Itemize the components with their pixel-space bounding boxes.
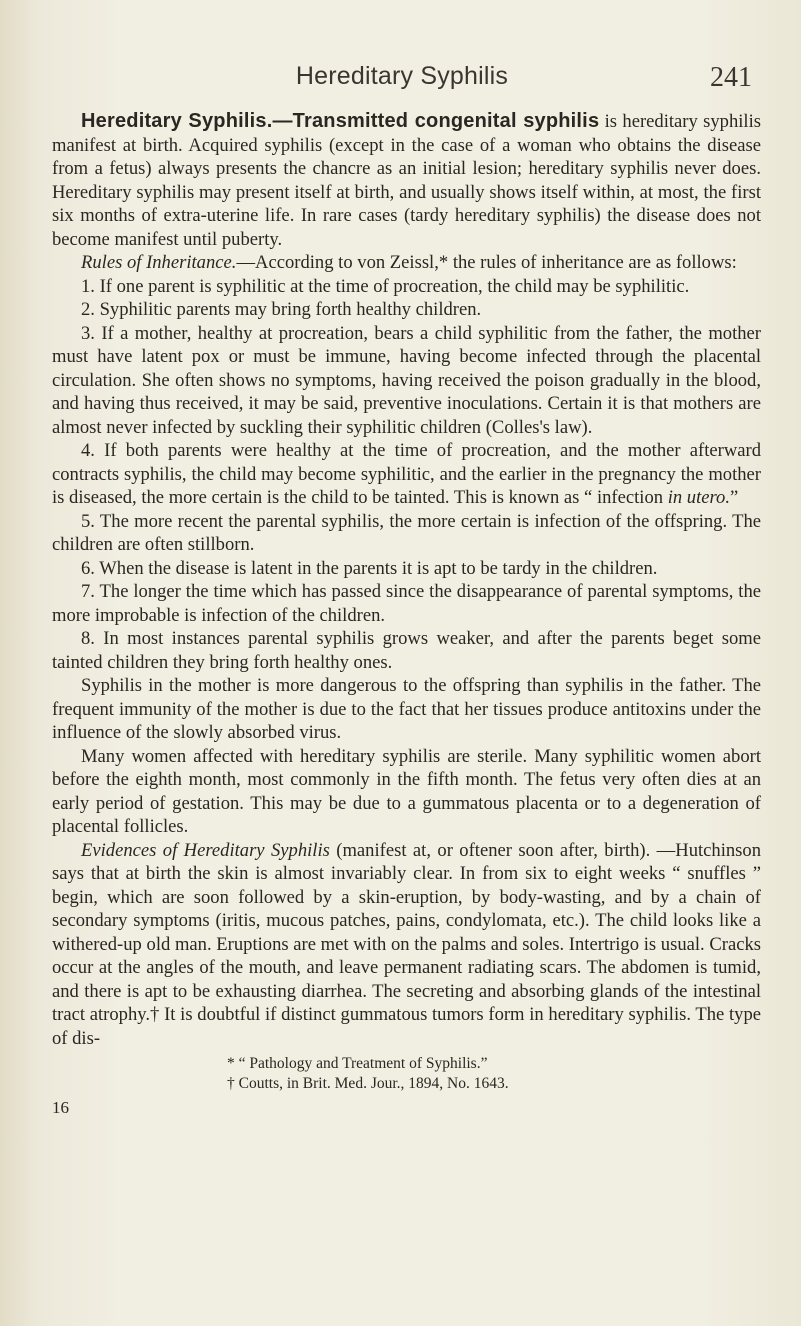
rules-intro-text: —According to von Zeissl,* the rules of inheritance are as follows: [236,252,737,273]
rule-item-text: 4. If both parents were healthy at the time of procreation, and the mother afterward contracts syphilis, the child may become syphilitic, and the earlier in the pregnancy the mother is diseased, the more certain is the child to be tainted. This is known as “ infection [52,440,761,508]
rule-item: 8. In most instances parental syphilis grows weaker, and after the parents beget some tainted children they bring forth healthy ones. [52,628,761,673]
footnote: † Coutts, in Brit. Med. Jour., 1894, No. 1643. [227,1075,509,1092]
section-title: Hereditary Syphilis. [81,110,273,132]
body-text [52,110,761,1120]
section-intro-text: is hereditary syphilis manifest at birth. Acquired syphilis (except in the case of a woman who obtains the disease from a fetus) always presents the chancre as an initial lesion; hereditary syphilis never does. Hereditary syphilis may present itself at birth, and usually shows itself within, at most, the first six months of extra-uterine life. In rare cases (tardy hereditary syphilis) the disease does not become manifest until puberty. [52,111,761,250]
page-header [52,62,752,102]
signature-mark: 16 [52,1098,69,1117]
rule-item: 3. If a mother, healthy at procreation, bears a child syphilitic from the father, the mother must have latent pox or must be immune, having become infected through the placental circulation. She often shows no symptoms, having received the poison gradually in the blood, and having thus received, it may be said, preventive inoculations. Certain it is that mothers are almost never infected by suckling their syphilitic children (Colles's law). [52,322,761,438]
rule-item: 2. Syphilitic parents may bring forth healthy children. [81,299,482,320]
in-utero-term: in utero. [667,487,731,508]
rule-item: 5. The more recent the parental syphilis, the more certain is infection of the offspring. The children are often stillborn. [52,510,761,555]
footnotes [52,1054,761,1094]
rule-item: 1. If one parent is syphilitic at the time of procreation, the child may be syphilitic. [81,275,690,297]
section-subtitle: —Transmitted congenital syphilis [272,110,600,132]
evidences-paragraph [52,839,761,1051]
rule-item: 7. The longer the time which has passed since the disappearance of parental symptoms, the more improbable is infection of the children. [52,581,761,626]
evidences-heading: Evidences of Hereditary Syphilis [81,839,330,861]
running-head: Hereditary Syphilis [295,62,509,90]
rules-intro-paragraph [52,251,761,275]
mother-paragraph: Syphilis in the mother is more dangerous to the offspring than syphilis in the father. The frequent immunity of the mother is due to the fact that her tissues produce antitoxins under the influence of the slowly absorbed virus. [52,675,761,743]
page-number: 241 [710,62,752,93]
footnote: * “ Pathology and Treatment of Syphilis.” [227,1055,488,1072]
rules-heading: Rules of Inheritance. [81,252,237,273]
sterile-paragraph: Many women affected with hereditary syphilis are sterile. Many syphilitic women abort before the eighth month, most commonly in the fifth month. The fetus very often dies at an early period of gestation. This may be due to a gummatous placenta or to a degeneration of placental follicles. [52,745,761,837]
rule-item [52,439,761,510]
section-intro-paragraph [52,110,761,251]
rule-item-end: ” [730,487,739,508]
rule-item: 6. When the disease is latent in the parents it is apt to be tardy in the children. [81,557,658,579]
evidences-text: (manifest at, or oftener soon after, birth). —Hutchinson says that at birth the skin is almost invariably clear. In from six to eight weeks “ snuffles ” begin, which are soon followed by a skin-eruption, by body-wasting, and by a chain of secondary symptoms (iritis, mucous patches, pains, condylomata, etc.). The child looks like a withered-up old man. Eruptions are met with on the palms and soles. Intertrigo is usual. Cracks occur at the angles of the mouth, and leave permanent radiating scars. The abdomen is tumid, and there is apt to be exhausting diarrhea. The secreting and absorbing glands of the intestinal tract atrophy.† It is doubtful if distinct gummatous tumors form in hereditary syphilis. The type of dis- [52,839,761,1049]
